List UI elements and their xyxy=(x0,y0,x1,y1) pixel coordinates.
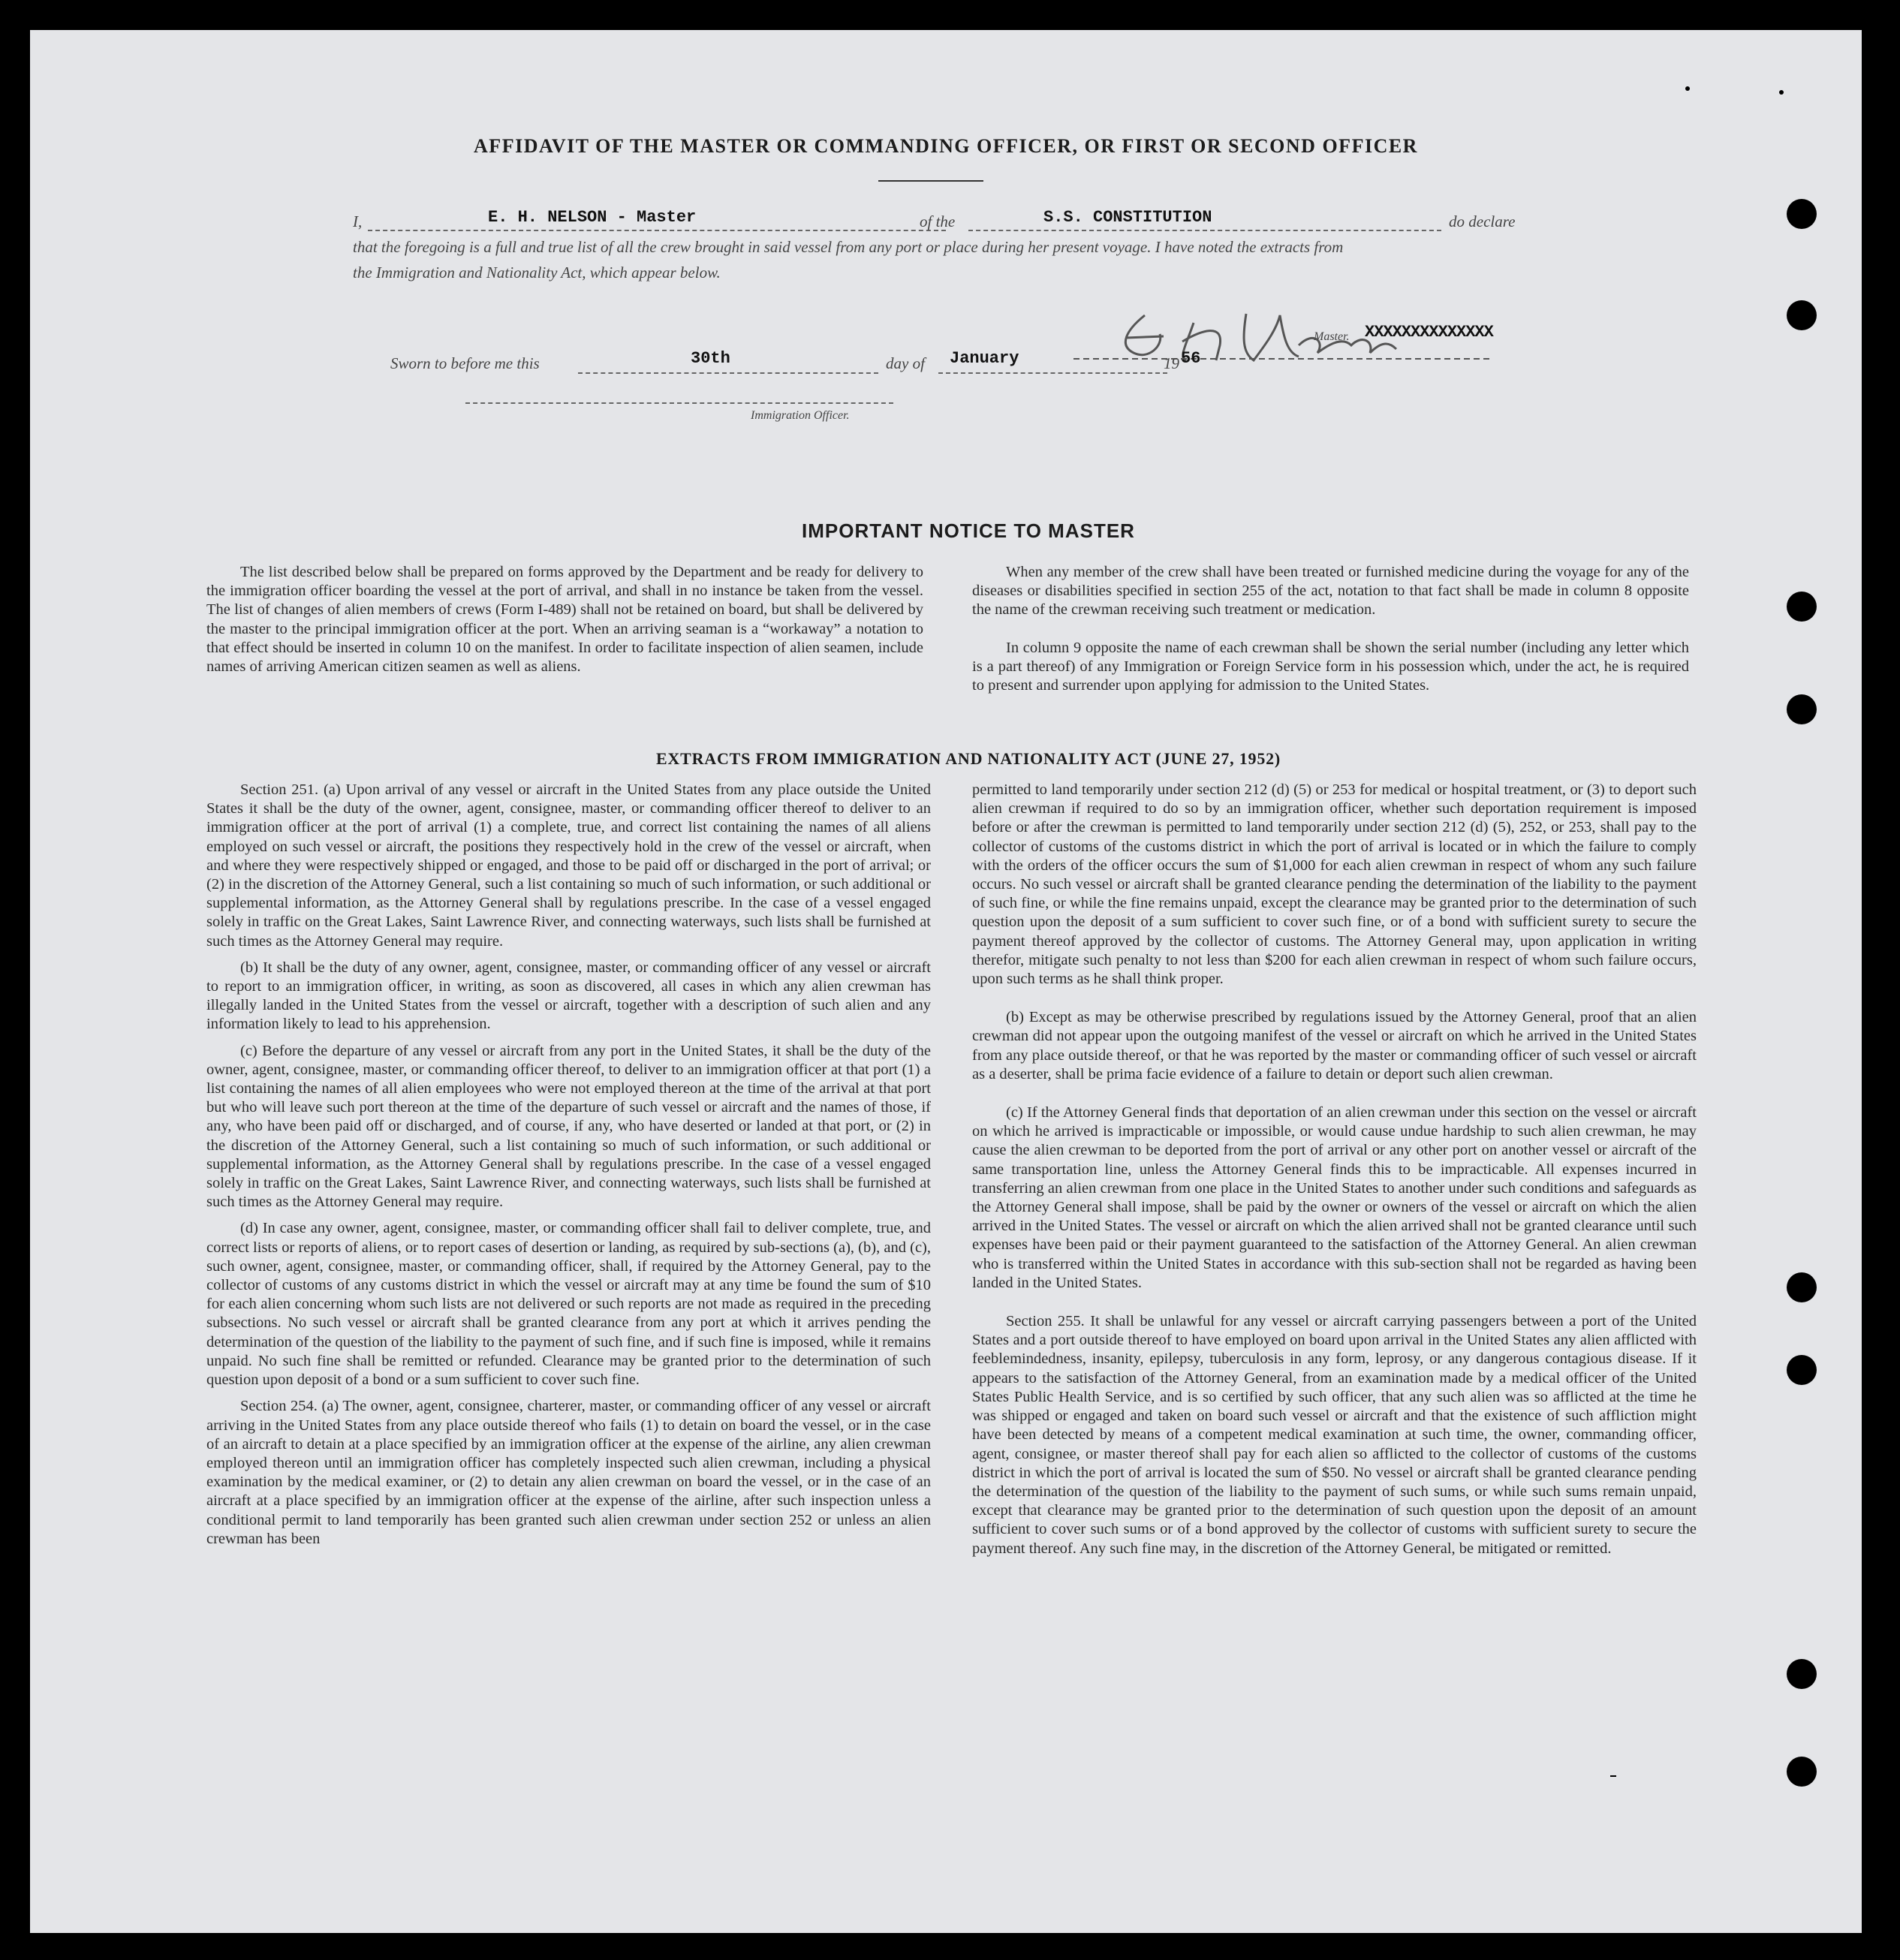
punch-hole xyxy=(1787,592,1817,622)
punch-hole xyxy=(1787,300,1817,330)
section-254b: (b) Except as may be otherwise prescribed by regulations issued by the Attorney General, proof that an alien crewman did not appear upon the outgoing manifest of the vessel or aircraft on which he arrived in the United States from any place outside thereof, or that he was reported by the master or commanding officer of such vessel or aircraft as a deserter, shall be prima facie evidence of a failure to detain or deport such alien crewman. xyxy=(972,1009,1697,1082)
punch-hole xyxy=(1787,694,1817,724)
sworn-year: 56 xyxy=(1181,349,1201,368)
master-label: Master. xyxy=(1314,330,1350,343)
notice-right-1: When any member of the crew shall have been treated or furnished medicine during the voyage for any of the diseases or disabilities specified in section 255 of the act, notation to that fact shall be made in column 8 opposite the name of the crewman receiving such treatment or medication. xyxy=(972,564,1689,619)
notice-right-2: In column 9 opposite the name of each crewman shall be shown the serial number (including any letter which is a part thereof) of any Immigration or Foreign Service form in his possession which, under the act, he is required to present and surrender upon applying for admission to the United States. xyxy=(972,640,1689,694)
i-label: I, xyxy=(353,212,363,230)
sworn-label: Sworn to before me this xyxy=(390,354,540,372)
notice-title: IMPORTANT NOTICE TO MASTER xyxy=(802,519,1135,542)
speck xyxy=(1610,1775,1616,1777)
section-255: Section 255. It shall be unlawful for any vessel or aircraft carrying passengers between a port of the United States and a port outside thereof to have employed on board upon arrival in the United States any alien afflicted with feeblemindedness, insanity, epilepsy, tuberculosis in any form, leprosy, or any dangerous contagious disease. If it appears to the satisfaction of the Attorney General, from an examination made by a medical officer of the United States Public Health Service, and is so certified by such officer, that any such alien was so afflicted at the time he was shipped or engaged and taken on board such vessel or aircraft and that the existence of such affliction might have been detected by means of a competent medical examination at such time, the owner, commanding officer, agent, consignee, or master thereof shall pay for each alien so afflicted to the collector of customs of the customs district in which the port of arrival is located the sum of $50. No vessel or aircraft shall be granted clearance pending the determination of the question of the liability to the payment of such sums, or while such sums remain unpaid, except that clearance may be granted prior to the determination of such question upon the deposit of an amount sufficient to cover such sums or of a bond approved by the collector of customs with sufficient surety to secure the payment thereof. Any such fine may, in the discretion of the Attorney General, be mitigated or remitted. xyxy=(972,1313,1697,1557)
month-line xyxy=(938,372,1167,374)
notice-left: The list described below shall be prepared on forms approved by the Department and be ready for delivery to the immigration officer boarding the vessel at the port of arrival, and shall in no instance be taken from the vessel. The list of changes of alien members of crews (Form I-489) shall not be retained on board, but shall be delivered by the master to the principal immigration officer at the port. When an arriving seaman is a “workaway” a notation to that effect should be inserted in column 10 on the manifest. In order to facilitate inspection of alien seamen, include names of arriving American citizen seamen as well as aliens. xyxy=(206,564,923,676)
punch-hole xyxy=(1787,1272,1817,1302)
section-254a: Section 254. (a) The owner, agent, consignee, charterer, master, or commanding officer of any vessel or aircraft arriving in the United States from any place outside thereof who fails (1) to detain on board the vessel, or in the case of an aircraft to detain at a place specified by an immigration officer at the expense of the airline, any alien crewman employed thereon until an immigration officer has completely inspected such alien crewman, including a physical examination by the medical examiner, or (2) to detain any alien crewman on board the vessel, or in the case of an aircraft at a place specified by an immigration officer at the expense of the airline, after such inspection unless a conditional permit to land temporarily has been granted such alien crewman under section 252 or unless an alien crewman has been xyxy=(206,1398,931,1547)
section-251d: (d) In case any owner, agent, consignee, master, or commanding officer shall fail to deliver complete, true, and correct lists or reports of aliens, or to report cases of desertion or landing, as required by sub-sections (a), (b), and (c), such owner, agent, consignee, master, or commanding officer, shall, if required by the Attorney General, pay to the collector of customs of any customs district in which the vessel or aircraft may at any time be found the sum of $10 for each alien concerning whom such lists are not delivered or such reports are not made as required in the preceding subsections. No such vessel or aircraft shall be granted clearance from any port at which it arrives pending the determination of the question of the liability to the payment of such fine, and if such fine is imposed, while it remains unpaid. No such fine shall be remitted or refunded. Clearance may be granted prior to the determination of such question upon deposit of a bond or a sum sufficient to cover such fine. xyxy=(206,1220,931,1389)
section-254a-cont: permitted to land temporarily under section 212 (d) (5) or 253 for medical or hospital treatment, or (3) to deport such alien crewman if required to do so by an immigration officer, whether such deportation requirement is imposed before or after the crewman is permitted to land temporarily under section 212 (d) (5), 252, or 253, shall pay to the collector of customs of the customs district in which the port of arrival is located or in which the failure to comply with the orders of the officer occurs the sum of $1,000 for each alien crewman in respect of whom any such failure occurs. No such vessel or aircraft shall be granted clearance pending the determination of the liability to the payment of such fine, or while the fine remains unpaid, except the clearance may be granted prior to the determination of such question upon the deposit of a sum sufficient to cover such fine, or of a bond with sufficient surety to secure the payment thereof approved by the collector of customs. The Attorney General may, upon application in writing therefor, mitigate such penalty to not less than $200 for each alien crewman in respect of whom such failure occurs, upon such terms as he shall think proper. xyxy=(972,781,1697,988)
day-of-label: day of xyxy=(886,354,925,372)
speck xyxy=(1779,90,1784,95)
affidavit-title: AFFIDAVIT OF THE MASTER OR COMMANDING OFFICER, OR FIRST OR SECOND OFFICER xyxy=(474,135,1418,157)
section-254c: (c) If the Attorney General finds that deportation of an alien crewman under this section on the vessel or aircraft on which he arrived is impracticable or impossible, or would cause undue hardship to such alien crewman, he may cause the alien crewman to be deported from the port of arrival or any other port on another vessel or aircraft of the same transportation line, unless the Attorney General finds this to be impracticable. All expenses incurred in transferring an alien crewman from one place in the United States to another under such conditions and safeguards as the Attorney General shall impose, shall be paid by the owner or owners of the vessel or aircraft on which the alien arrived in the United States. The vessel or aircraft on which the alien arrived shall not be granted clearance until such expenses have been paid or their payment guaranteed to the satisfaction of the Attorney General. An alien crewman who is transferred within the United States in accordance with this sub-section shall not be regarded as having been landed in the United States. xyxy=(972,1104,1697,1291)
declaration-line-3: the Immigration and Nationality Act, which appear below. xyxy=(353,263,721,282)
extracts-title: EXTRACTS FROM IMMIGRATION AND NATIONALITY ACT (JUNE 27, 1952) xyxy=(655,749,1281,768)
title-rule xyxy=(878,180,983,182)
section-251c: (c) Before the departure of any vessel or aircraft from any port in the United States, it shall be the duty of the owner, agent, consignee, master, or commanding officer thereof, to deliver to an immigration officer at that port (1) a list containing the names of all alien employees who were not employed thereon at the time of the arrival at that port but who will leave such port thereon at the time of the departure of such vessel or aircraft and the names of those, if any, who have been paid off or discharged, and of course, if any, who have deserted or landed at that port, or (2) in the discretion of the Attorney General, such a list containing so much of such information, or such additional or supplemental information, as the Attorney General shall by regulations prescribe. In the case of a vessel engaged solely in traffic on the Great Lakes, Saint Lawrence River, and connecting waterways, such lists shall be furnished at such times as the Attorney General may require. xyxy=(206,1042,931,1211)
punch-hole xyxy=(1787,1355,1817,1385)
year-prefix: 19 xyxy=(1164,354,1179,372)
punch-hole xyxy=(1787,199,1817,229)
name-line xyxy=(368,230,946,231)
declaration-line-2: that the foregoing is a full and true list of all the crew brought in said vessel from any port or place during her present voyage. I have noted the extracts from xyxy=(353,238,1344,256)
section-251a: Section 251. (a) Upon arrival of any vessel or aircraft in the United States from any place outside the United States it shall be the duty of the owner, agent, consignee, master, or commanding officer thereof to deliver to an immigration officer at the port of arrival (1) a complete, true, and correct list containing the names of all aliens employed on such vessel or aircraft, the positions they respectively hold in the crew of the vessel or aircraft, when and where they were respectively shipped or engaged, and those to be paid off or discharged in the port of arrival; or (2) in the discretion of the Attorney General, such a list containing so much of such information, or such additional or supplemental information, as the Attorney General shall by regulations prescribe. In the case of a vessel engaged solely in traffic on the Great Lakes, Saint Lawrence River, and connecting waterways, such lists shall be furnished at such times as the Attorney General may require. xyxy=(206,781,931,950)
extracts-right-column xyxy=(972,781,1697,1566)
sworn-day: 30th xyxy=(691,349,730,368)
day-line xyxy=(578,372,878,374)
master-strikeout: XXXXXXXXXXXXXX xyxy=(1365,323,1493,342)
master-signature xyxy=(1073,300,1494,383)
sworn-month: January xyxy=(950,349,1019,368)
extracts-left-column xyxy=(206,781,931,1556)
punch-hole xyxy=(1787,1757,1817,1787)
of-the-label: of the xyxy=(920,212,956,230)
speck xyxy=(1685,86,1690,91)
immigration-officer-label: Immigration Officer. xyxy=(751,409,850,422)
document-page xyxy=(30,30,1862,1933)
punch-hole xyxy=(1787,1659,1817,1689)
do-declare-label: do declare xyxy=(1449,212,1516,230)
section-251b: (b) It shall be the duty of any owner, agent, consignee, master, or commanding officer of any vessel or aircraft to report to an immigration officer, in writing, as soon as discovered, all cases in which any alien crewman has illegally landed in the United States from the vessel or aircraft, together with a description of such alien and any information likely to lead to his apprehension. xyxy=(206,959,931,1033)
officer-line xyxy=(465,402,893,404)
master-name: E. H. NELSON - Master xyxy=(488,208,697,227)
vessel-line xyxy=(968,230,1441,231)
vessel-name: S.S. CONSTITUTION xyxy=(1043,208,1212,227)
